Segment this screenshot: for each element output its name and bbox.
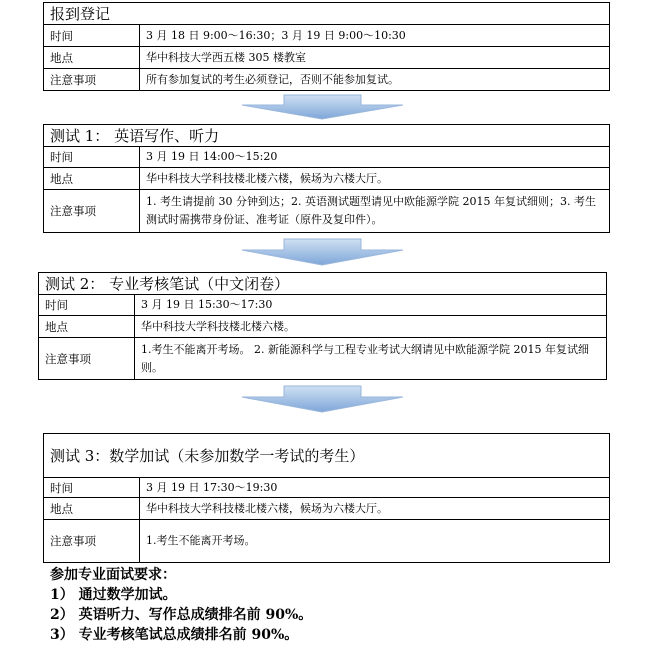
notes-label: 注意事项: [44, 190, 140, 232]
notes-row: [44, 69, 609, 90]
time-value: 3 月 19 日 14:00～15:20: [146, 150, 278, 164]
time-label: 时间: [44, 25, 140, 46]
requirement-item: 3） 专业考核笔试总成绩排名前 90%。: [50, 627, 299, 643]
test1-title: 测试 1： 英语写作、听力: [44, 125, 609, 147]
location-row: [44, 47, 609, 69]
registration-section: [43, 2, 610, 91]
notes-label: 注意事项: [44, 520, 140, 562]
down-arrow-icon: [240, 94, 405, 120]
time-row: [44, 25, 609, 47]
notes-value: 1.考生不能离开考场。: [146, 534, 256, 548]
notes-row: [39, 338, 606, 379]
notes-row: [44, 520, 609, 562]
notes-label: 注意事项: [39, 338, 135, 379]
time-row: [44, 478, 609, 498]
location-label: 地点: [39, 316, 135, 337]
time-value: 3 月 18 日 9:00～16:30；3 月 19 日 9:00～10:30: [146, 28, 406, 42]
time-label: 时间: [44, 478, 140, 497]
time-label: 时间: [39, 295, 135, 315]
interview-requirements: [50, 565, 312, 645]
test2-section: [38, 272, 607, 380]
location-label: 地点: [44, 168, 140, 189]
time-value: 3 月 19 日 15:30～17:30: [141, 298, 273, 312]
requirement-item: 2） 英语听力、写作总成绩排名前 90%。: [50, 607, 313, 623]
location-row: [44, 498, 609, 520]
time-label: 时间: [44, 147, 140, 167]
location-value: 华中科技大学西五楼 305 楼教室: [146, 50, 306, 64]
location-row: [44, 168, 609, 190]
time-row: [44, 147, 609, 168]
registration-title: 报到登记: [44, 3, 609, 25]
requirement-item: 1） 通过数学加试。: [50, 587, 177, 603]
notes-value: 1. 考生请提前 30 分钟到达；2. 英语测试题型请见中欧能源学院 2015 年复试细则；3. 考生测试时需携带身份证、准考证（原件及复印件）。: [146, 195, 596, 226]
notes-value: 所有参加复试的考生必须登记，否则不能参加复试。: [146, 72, 399, 86]
requirements-heading: 参加专业面试要求：: [50, 567, 176, 583]
location-value: 华中科技大学科技楼北楼六楼，候场为六楼大厅。: [146, 171, 388, 185]
location-row: [39, 316, 606, 338]
notes-label: 注意事项: [44, 69, 140, 90]
test3-title: 测试 3：数学加试（未参加数学一考试的考生）: [44, 434, 609, 478]
down-arrow-icon: [240, 385, 405, 413]
location-value: 华中科技大学科技楼北楼六楼。: [141, 319, 295, 333]
time-value: 3 月 19 日 17:30～19:30: [146, 480, 278, 494]
location-value: 华中科技大学科技楼北楼六楼，候场为六楼大厅。: [146, 501, 388, 515]
location-label: 地点: [44, 498, 140, 519]
notes-value: 1.考生不能离开考场。 2. 新能源科学与工程专业考试大纲请见中欧能源学院 2015 年复试细则。: [141, 342, 589, 374]
notes-row: [44, 190, 609, 232]
time-row: [39, 295, 606, 316]
test1-section: [43, 124, 610, 233]
test3-section: [43, 433, 610, 563]
down-arrow-icon: [240, 238, 405, 266]
test2-title: 测试 2： 专业考核笔试（中文闭卷）: [39, 273, 606, 295]
location-label: 地点: [44, 47, 140, 68]
